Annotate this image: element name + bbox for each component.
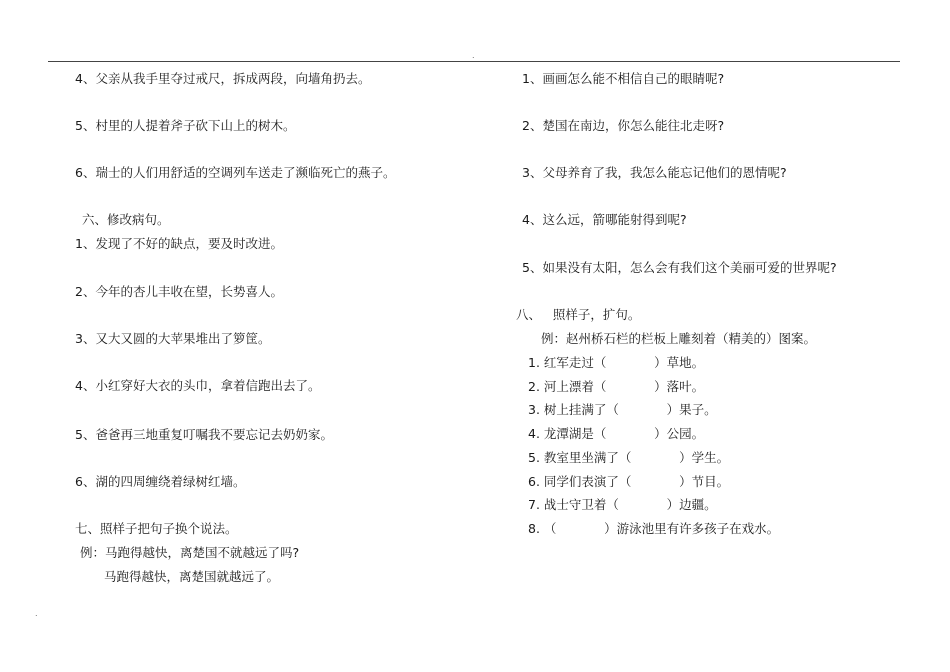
top-dot: . bbox=[472, 51, 475, 60]
expand-item-2: 2. 河上漂着（ ）落叶。 bbox=[528, 379, 705, 394]
left-line-sentence-5: 5、村里的人提着斧子砍下山上的树木。 bbox=[75, 118, 296, 133]
right-line-rhetorical-4: 4、这么远，箭哪能射得到呢? bbox=[522, 212, 687, 227]
right-line-rhetorical-2: 2、楚国在南边，你怎么能往北走呀? bbox=[522, 118, 725, 133]
left-line-fix-1: 1、发现了不好的缺点，要及时改进。 bbox=[75, 236, 283, 251]
right-line-rhetorical-1: 1、画画怎么能不相信自己的眼睛呢? bbox=[522, 71, 725, 86]
left-line-fix-5: 5、爸爸再三地重复叮嘱我不要忘记去奶奶家。 bbox=[75, 427, 333, 442]
expand-item-7: 7. 战士守卫着（ ）边疆。 bbox=[528, 497, 717, 512]
section-8-heading: 八、 照样子，扩句。 bbox=[516, 307, 641, 322]
left-line-fix-6: 6、湖的四周缠绕着绿树红墙。 bbox=[75, 474, 246, 489]
right-line-rhetorical-5: 5、如果没有太阳，怎么会有我们这个美丽可爱的世界呢? bbox=[522, 260, 837, 275]
left-line-sentence-6: 6、瑞士的人们用舒适的空调列车送走了濒临死亡的燕子。 bbox=[75, 165, 396, 180]
expand-item-1: 1. 红军走过（ ）草地。 bbox=[528, 355, 705, 370]
expand-item-4: 4. 龙潭湖是（ ）公园。 bbox=[528, 426, 705, 441]
left-line-fix-4: 4、小红穿好大衣的头巾，拿着信跑出去了。 bbox=[75, 378, 321, 393]
expand-item-6: 6. 同学们表演了（ ）节目。 bbox=[528, 474, 730, 489]
expand-item-5: 5. 教室里坐满了（ ）学生。 bbox=[528, 450, 730, 465]
left-line-fix-3: 3、又大又圆的大苹果堆出了箩筐。 bbox=[75, 331, 271, 346]
section-6-heading: 六、修改病句。 bbox=[82, 212, 170, 227]
top-rule bbox=[48, 61, 900, 62]
bottom-dot: . bbox=[35, 609, 38, 618]
left-line-sentence-4: 4、父亲从我手里夺过戒尺，拆成两段，向墙角扔去。 bbox=[75, 71, 371, 86]
expand-item-3: 3. 树上挂满了（ ）果子。 bbox=[528, 402, 717, 417]
expand-item-8: 8. （ ）游泳池里有许多孩子在戏水。 bbox=[528, 521, 780, 536]
section-7-example-answer: 马跑得越快，离楚国就越远了。 bbox=[104, 569, 280, 584]
section-7-heading: 七、照样子把句子换个说法。 bbox=[75, 521, 238, 536]
right-line-rhetorical-3: 3、父母养育了我，我怎么能忘记他们的恩情呢? bbox=[522, 165, 787, 180]
left-line-fix-2: 2、今年的杏儿丰收在望，长势喜人。 bbox=[75, 284, 283, 299]
section-8-example: 例：赵州桥石栏的栏板上雕刻着（精美的）图案。 bbox=[541, 331, 817, 346]
section-7-example: 例：马跑得越快，离楚国不就越远了吗? bbox=[80, 545, 300, 560]
